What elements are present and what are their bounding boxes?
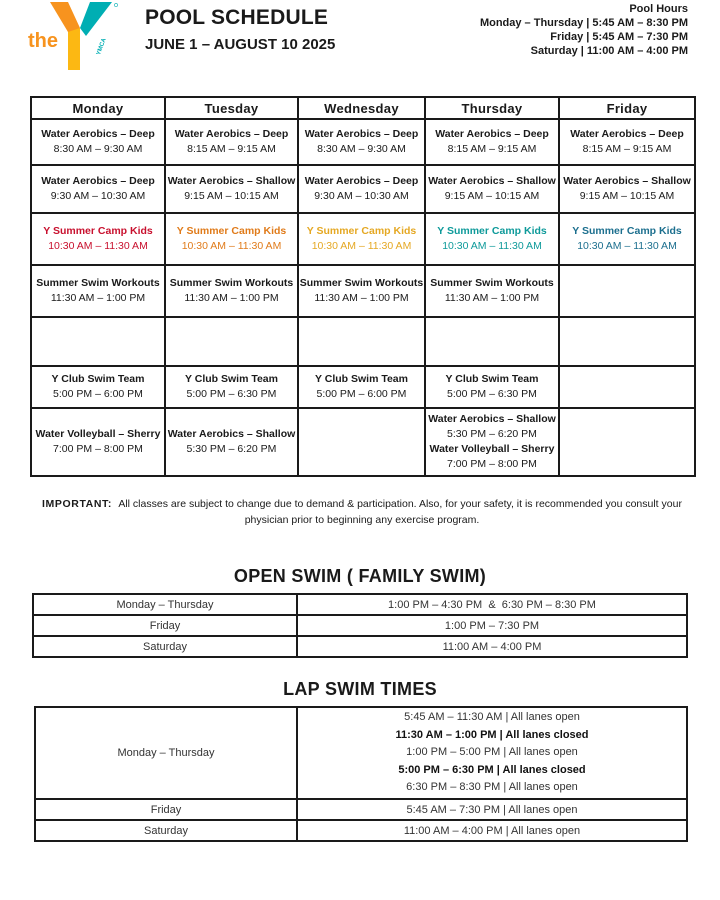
open-swim-day: Saturday: [33, 636, 297, 657]
class-cell: [165, 119, 298, 165]
open-swim-time: 1:00 PM – 4:30 PM & 6:30 PM – 8:30 PM: [297, 594, 687, 615]
class-name: Water Aerobics – Deep: [304, 175, 419, 187]
day-header-thursday: Thursday: [425, 97, 559, 119]
class-cell: [425, 165, 559, 213]
schedule-header-row: [31, 97, 695, 119]
table-row: [35, 820, 687, 841]
lap-swim-time: 11:00 AM – 4:00 PM | All lanes open: [297, 820, 687, 841]
open-swim-day: Monday – Thursday: [33, 594, 297, 615]
schedule-row-empty: [31, 317, 695, 366]
class-name: Water Aerobics – Shallow: [167, 428, 296, 440]
class-cell: [298, 366, 425, 408]
day-header-monday: Monday: [31, 97, 165, 119]
class-name: Water Aerobics – Shallow: [428, 175, 556, 187]
lap-swim-day: Monday – Thursday: [35, 707, 297, 799]
class-name: Water Aerobics – Deep: [41, 175, 155, 187]
class-time: 10:30 AM – 11:30 AM: [311, 240, 412, 252]
class-time: 7:00 PM – 8:00 PM: [53, 443, 143, 455]
class-cell: [425, 366, 559, 408]
date-range: JUNE 1 – AUGUST 10 2025: [145, 36, 336, 53]
class-time: 11:30 AM – 1:00 PM: [444, 292, 540, 304]
day-header-tuesday: Tuesday: [165, 97, 298, 119]
open-swim-table: [32, 593, 688, 658]
class-cell: [165, 366, 298, 408]
empty-cell: [31, 317, 165, 366]
table-row: [33, 594, 687, 615]
class-cell: [298, 165, 425, 213]
important-text: All classes are subject to change due to demand & participation. Also, for your safety, it is recommended you consult your physician prior to beginning any exercise program.: [118, 498, 682, 526]
empty-cell: [559, 317, 695, 366]
pool-hours-line: Monday – Thursday | 5:45 AM – 8:30 PM: [479, 17, 688, 29]
schedule-row: [31, 265, 695, 317]
class-name: Water Aerobics – Shallow: [563, 175, 691, 187]
class-name: Y Summer Camp Kids: [437, 225, 547, 237]
class-name: Y Club Swim Team: [185, 373, 278, 385]
class-time: 9:30 AM – 10:30 AM: [314, 190, 409, 202]
class-name: Water Volleyball – Sherry: [429, 443, 555, 455]
table-row: [35, 707, 687, 799]
class-cell: [559, 165, 695, 213]
empty-cell: [298, 408, 425, 476]
class-name: Water Aerobics – Shallow: [167, 175, 296, 187]
class-name: Water Aerobics – Deep: [41, 128, 155, 140]
class-cell: [298, 265, 425, 317]
class-name: Water Aerobics – Deep: [174, 128, 289, 140]
class-name: Y Club Swim Team: [315, 373, 408, 385]
class-name: Summer Swim Workouts: [36, 277, 160, 289]
important-label: IMPORTANT:: [42, 498, 112, 510]
empty-cell: [559, 408, 695, 476]
class-time: 10:30 AM – 11:30 AM: [48, 240, 148, 252]
table-row: [33, 615, 687, 636]
class-cell: [425, 408, 559, 476]
empty-cell: [298, 317, 425, 366]
class-time: 5:00 PM – 6:30 PM: [447, 388, 537, 400]
lap-swim-line: 1:00 PM – 5:00 PM | All lanes open: [406, 746, 578, 759]
class-time: 5:30 PM – 6:20 PM: [447, 428, 537, 440]
important-note: [30, 496, 694, 528]
class-time: 5:00 PM – 6:30 PM: [186, 388, 277, 400]
class-time: 5:30 PM – 6:20 PM: [186, 443, 277, 455]
class-time: 5:00 PM – 6:00 PM: [316, 388, 407, 400]
lap-swim-day: Friday: [35, 799, 297, 820]
class-name: Summer Swim Workouts: [430, 277, 554, 289]
class-name: Water Volleyball – Sherry: [35, 428, 161, 440]
lap-swim-line: 5:45 AM – 11:30 AM | All lanes open: [404, 711, 580, 724]
lap-swim-time: 5:45 AM – 7:30 PM | All lanes open: [297, 799, 687, 820]
class-time: 5:00 PM – 6:00 PM: [53, 388, 143, 400]
class-name: Y Summer Camp Kids: [306, 225, 417, 237]
class-cell: [31, 165, 165, 213]
class-time: 10:30 AM – 11:30 AM: [181, 240, 282, 252]
weekly-schedule-table: [30, 96, 696, 477]
empty-cell: [425, 317, 559, 366]
empty-cell: [559, 265, 695, 317]
class-name: Summer Swim Workouts: [299, 277, 424, 289]
open-swim-time: 11:00 AM – 4:00 PM: [297, 636, 687, 657]
empty-cell: [559, 366, 695, 408]
class-name: Y Summer Camp Kids: [43, 225, 153, 237]
class-time: 10:30 AM – 11:30 AM: [577, 240, 677, 252]
class-cell: [165, 265, 298, 317]
schedule-row: [31, 366, 695, 408]
empty-cell: [165, 317, 298, 366]
class-name: Summer Swim Workouts: [169, 277, 294, 289]
class-time: 9:15 AM – 10:15 AM: [579, 190, 675, 202]
class-cell: [425, 265, 559, 317]
pool-hours: [480, 2, 688, 58]
class-time: 11:30 AM – 1:00 PM: [50, 292, 146, 304]
class-name: Water Aerobics – Deep: [570, 128, 684, 140]
class-cell: [31, 119, 165, 165]
class-time: 9:15 AM – 10:15 AM: [184, 190, 279, 202]
class-cell: [425, 213, 559, 265]
class-name: Water Aerobics – Shallow: [428, 413, 556, 425]
class-time: 11:30 AM – 1:00 PM: [314, 292, 409, 304]
class-time: 9:15 AM – 10:15 AM: [444, 190, 540, 202]
open-swim-title: OPEN SWIM ( FAMILY SWIM): [233, 566, 487, 586]
pool-hours-line: Saturday | 11:00 AM – 4:00 PM: [530, 45, 688, 57]
lap-swim-line-closed: 11:30 AM – 1:00 PM | All lanes closed: [395, 728, 589, 741]
class-time: 8:30 AM – 9:30 AM: [53, 143, 143, 155]
class-time: 7:00 PM – 8:00 PM: [447, 458, 537, 470]
class-cell: [298, 119, 425, 165]
pool-hours-line: Friday | 5:45 AM – 7:30 PM: [550, 31, 688, 43]
class-time: 10:30 AM – 11:30 AM: [442, 240, 542, 252]
schedule-row-summer-camp: [31, 213, 695, 265]
schedule-row: [31, 165, 695, 213]
class-name: Y Summer Camp Kids: [176, 225, 287, 237]
day-header-wednesday: Wednesday: [298, 97, 425, 119]
class-cell: [298, 213, 425, 265]
lap-swim-line-closed: 5:00 PM – 6:30 PM | All lanes closed: [398, 763, 586, 776]
class-name: Y Summer Camp Kids: [572, 225, 682, 237]
lap-swim-table: [34, 706, 688, 842]
class-cell: [559, 213, 695, 265]
table-row: [35, 799, 687, 820]
class-cell: [165, 165, 298, 213]
class-cell: [559, 119, 695, 165]
class-time: 8:15 AM – 9:15 AM: [187, 143, 276, 155]
class-cell: [425, 119, 559, 165]
class-name: Water Aerobics – Deep: [304, 128, 419, 140]
class-cell: [31, 366, 165, 408]
class-time: 11:30 AM – 1:00 PM: [184, 292, 279, 304]
schedule-row: [31, 119, 695, 165]
lap-swim-times: [297, 707, 687, 799]
open-swim-day: Friday: [33, 615, 297, 636]
class-cell: [165, 213, 298, 265]
class-cell: [31, 408, 165, 476]
class-cell: [31, 265, 165, 317]
class-time: 8:15 AM – 9:15 AM: [447, 143, 537, 155]
day-header-friday: Friday: [559, 97, 695, 119]
schedule-row: [31, 408, 695, 476]
class-cell: [31, 213, 165, 265]
class-time: 8:30 AM – 9:30 AM: [317, 143, 406, 155]
open-swim-time: 1:00 PM – 7:30 PM: [297, 615, 687, 636]
table-row: [33, 636, 687, 657]
class-name: Y Club Swim Team: [445, 373, 539, 385]
logo-the-text: the: [28, 30, 58, 52]
class-name: Y Club Swim Team: [51, 373, 145, 385]
class-name: Water Aerobics – Deep: [435, 128, 549, 140]
page-title: POOL SCHEDULE: [145, 6, 329, 29]
logo-ymca-text: YMCA: [96, 37, 108, 57]
lap-swim-line: 6:30 PM – 8:30 PM | All lanes open: [406, 781, 578, 794]
class-cell: [165, 408, 298, 476]
ymca-logo: [28, 2, 118, 72]
pool-hours-title: Pool Hours: [629, 3, 688, 15]
lap-swim-title: LAP SWIM TIMES: [283, 679, 437, 699]
class-time: 9:30 AM – 10:30 AM: [50, 190, 146, 202]
lap-swim-day: Saturday: [35, 820, 297, 841]
class-time: 8:15 AM – 9:15 AM: [582, 143, 672, 155]
